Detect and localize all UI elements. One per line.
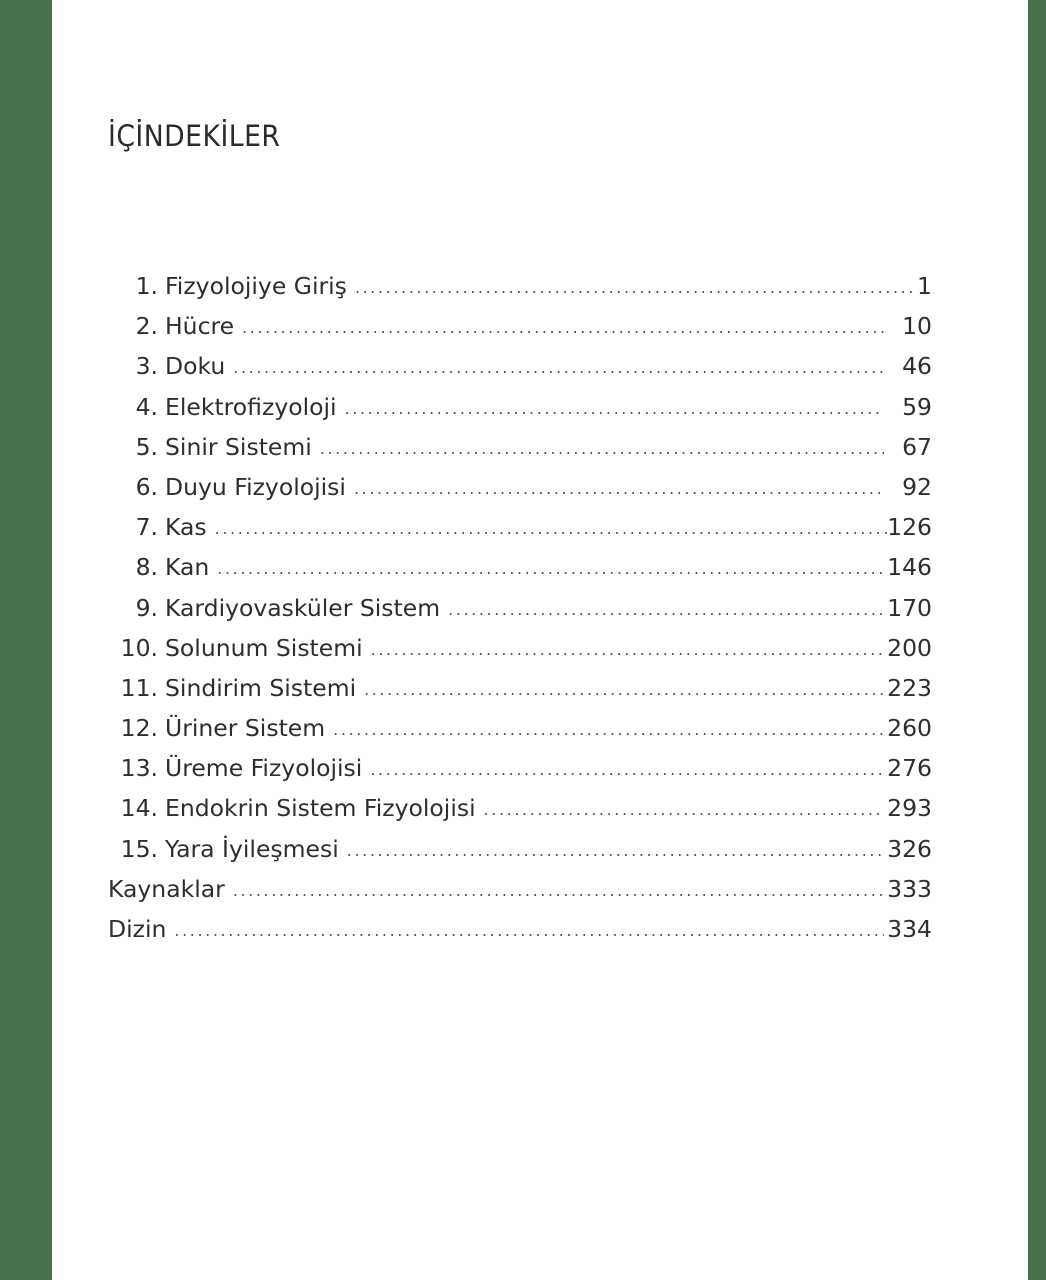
toc-entry-kaynaklar[interactable] <box>108 875 932 915</box>
toc-entry-1[interactable] <box>108 272 932 312</box>
toc-entry-label: Fizyolojiye Giriş <box>165 272 347 300</box>
toc-entry-number: 8. <box>135 553 158 582</box>
toc-entry-page: 126 <box>887 513 932 542</box>
toc-dot-leader <box>484 800 884 819</box>
toc-entry-page: 59 <box>902 392 932 421</box>
toc-dot-leader <box>215 519 887 538</box>
toc-entry-number: 6. <box>135 472 158 501</box>
toc-dot-leader <box>174 921 884 940</box>
toc-entry-label: Doku <box>165 352 226 381</box>
toc-entry-label: Solunum Sistemi <box>165 633 363 662</box>
toc-entry-number: 2. <box>135 312 158 341</box>
toc-dot-leader <box>355 278 917 297</box>
toc-entry-number: 7. <box>135 513 158 542</box>
toc-entry-page: 200 <box>887 633 932 662</box>
toc-entry-page: 170 <box>887 593 932 622</box>
toc-entry-label: Endokrin Sistem Fizyolojisi <box>165 794 476 823</box>
toc-entry-number: 5. <box>135 432 158 461</box>
toc-entry-14[interactable] <box>108 794 932 834</box>
toc-entry-page: 146 <box>887 553 932 582</box>
toc-dot-leader <box>233 358 884 377</box>
toc-entry-page: 67 <box>902 432 932 461</box>
toc-entry-number: 9. <box>135 593 158 622</box>
toc-entry-label: Kaynaklar <box>108 874 225 903</box>
toc-dot-leader <box>448 600 884 619</box>
toc-entry-number: 4. <box>135 392 158 421</box>
toc-entry-page: 260 <box>887 714 932 743</box>
toc-entry-dizin[interactable] <box>108 915 932 955</box>
toc-dot-leader <box>217 559 884 578</box>
toc-entry-number: 12. <box>120 714 158 743</box>
toc-entry-2[interactable] <box>108 312 932 352</box>
toc-entry-11[interactable] <box>108 674 932 714</box>
toc-entry-label: Kas <box>165 513 207 542</box>
toc-entry-10[interactable] <box>108 634 932 674</box>
toc-dot-leader <box>333 720 884 739</box>
toc-entry-15[interactable] <box>108 835 932 875</box>
toc-entry-number: 15. <box>120 834 158 863</box>
toc-entry-label: Üreme Fizyolojisi <box>165 754 363 783</box>
toc-entry-page: 1 <box>917 272 932 300</box>
toc-entry-5[interactable] <box>108 433 932 473</box>
toc-dot-leader <box>354 479 884 498</box>
toc-entry-label: Hücre <box>165 312 235 341</box>
toc-entry-label: Sinir Sistemi <box>165 432 312 461</box>
toc-entry-number: 3. <box>135 352 158 381</box>
toc-dot-leader <box>371 640 884 659</box>
toc-entry-number: 10. <box>120 633 158 662</box>
toc-dot-leader <box>364 680 884 699</box>
toc-dot-leader <box>242 318 884 337</box>
toc-entry-6[interactable] <box>108 473 932 513</box>
toc-entry-page: 46 <box>902 352 932 381</box>
toc-entry-12[interactable] <box>108 714 932 754</box>
toc-entry-13[interactable] <box>108 754 932 794</box>
toc-entry-page: 10 <box>902 312 932 341</box>
toc-entry-8[interactable] <box>108 553 932 593</box>
toc-entry-page: 333 <box>887 874 932 903</box>
toc-entry-page: 92 <box>902 472 932 501</box>
toc-entry-number: 11. <box>120 673 158 702</box>
toc-entry-label: Kan <box>165 553 210 582</box>
toc-entry-label: Elektrofizyoloji <box>165 392 337 421</box>
toc-dot-leader <box>347 841 884 860</box>
toc-entry-label: Dizin <box>108 915 167 943</box>
toc-entry-number: 14. <box>120 794 158 823</box>
toc-entry-page: 293 <box>887 794 932 823</box>
table-of-contents <box>108 272 932 955</box>
toc-entry-4[interactable] <box>108 393 932 433</box>
toc-dot-leader <box>320 439 884 458</box>
toc-entry-page: 334 <box>887 915 932 943</box>
toc-entry-label: Yara İyileşmesi <box>165 834 339 863</box>
toc-dot-leader <box>370 760 884 779</box>
toc-dot-leader <box>233 881 884 900</box>
toc-entry-page: 276 <box>887 754 932 783</box>
toc-entry-label: Sindirim Sistemi <box>165 673 357 702</box>
toc-entry-page: 326 <box>887 834 932 863</box>
toc-entry-3[interactable] <box>108 352 932 392</box>
toc-entry-number: 1. <box>135 272 158 300</box>
toc-entry-label: Kardiyovasküler Sistem <box>165 593 441 622</box>
page-title: İÇİNDEKİLER <box>108 119 281 154</box>
document-page <box>52 0 1028 1280</box>
toc-entry-number: 13. <box>120 754 158 783</box>
toc-entry-7[interactable] <box>108 513 932 553</box>
toc-entry-label: Duyu Fizyolojisi <box>165 472 346 501</box>
toc-entry-label: Üriner Sistem <box>165 714 326 743</box>
toc-entry-9[interactable] <box>108 594 932 634</box>
toc-entry-page: 223 <box>887 673 932 702</box>
toc-dot-leader <box>345 399 884 418</box>
